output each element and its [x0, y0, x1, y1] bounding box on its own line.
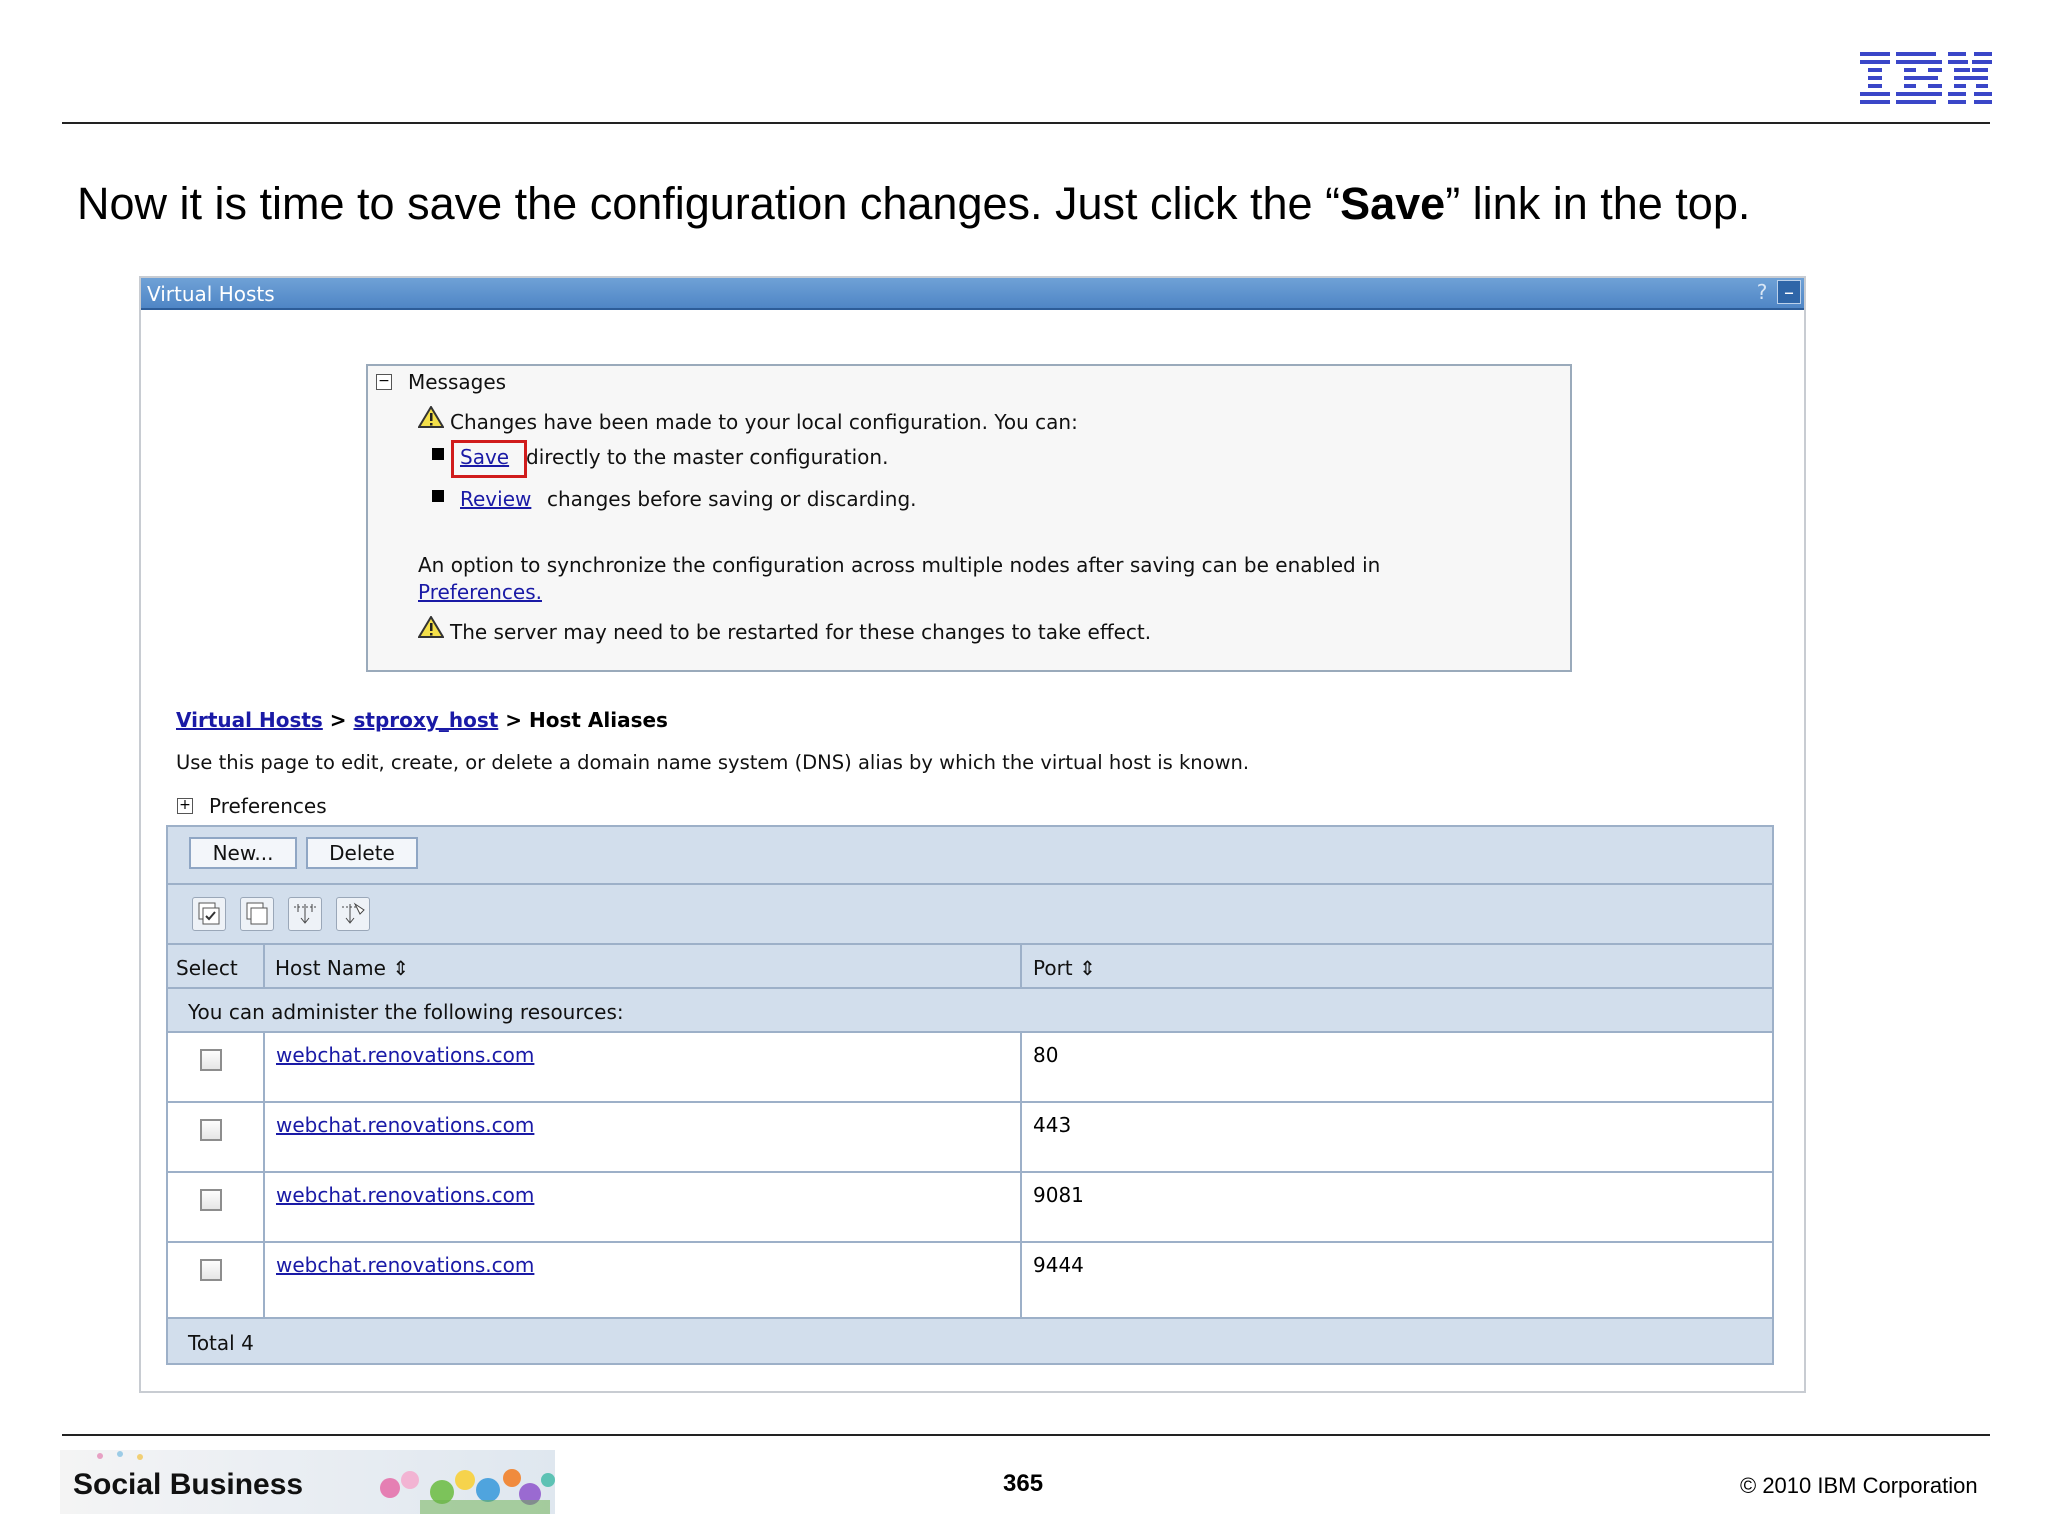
bullet-icon — [432, 448, 444, 460]
table-row — [168, 1103, 1772, 1173]
breadcrumb-separator: > — [329, 708, 347, 732]
sync-message: An option to synchronize the configuration across multiple nodes after saving can be enabled in — [418, 553, 1381, 577]
breadcrumb-separator: > — [505, 708, 523, 732]
slide-title: Now it is time to save the configuration changes. Just click the “Save” link in the top. — [77, 178, 1751, 229]
breadcrumb-stproxy-host[interactable]: stproxy_host — [353, 708, 499, 732]
button-toolbar — [168, 827, 1772, 885]
icon-toolbar — [168, 885, 1772, 945]
preferences-link[interactable]: Preferences. — [418, 580, 542, 604]
slide-title-emphasis: Save — [1340, 178, 1446, 229]
column-header-port[interactable]: Port ⇕ — [1033, 956, 1096, 980]
expand-preferences-toggle[interactable]: + — [177, 798, 193, 814]
help-button[interactable]: ? — [1756, 280, 1768, 304]
save-description: directly to the master configuration. — [526, 445, 889, 469]
table-footer — [168, 1317, 1772, 1363]
messages-box — [366, 364, 1572, 672]
page-description: Use this page to edit, create, or delete a domain name system (DNS) alias by which the virtual host is known. — [176, 751, 1250, 774]
review-link[interactable]: Review — [460, 487, 532, 511]
save-link[interactable]: Save — [460, 445, 510, 469]
port-value: 80 — [1033, 1043, 1059, 1067]
bullet-icon — [432, 490, 444, 502]
deselect-all-icon[interactable] — [240, 897, 274, 931]
port-value: 9444 — [1033, 1253, 1084, 1277]
show-filter-icon[interactable] — [288, 897, 322, 931]
copyright-notice: © 2010 IBM Corporation — [1740, 1473, 1978, 1498]
messages-header: Messages — [408, 370, 507, 394]
resources-row — [168, 989, 1772, 1033]
row-checkbox[interactable] — [200, 1119, 222, 1141]
table-row — [168, 1173, 1772, 1243]
total-count: Total 4 — [188, 1331, 254, 1355]
host-name-link[interactable]: webchat.renovations.com — [276, 1253, 535, 1277]
sort-icon[interactable]: ⇕ — [1079, 956, 1096, 980]
table-row — [168, 1033, 1772, 1103]
select-all-icon[interactable] — [192, 897, 226, 931]
row-checkbox[interactable] — [200, 1049, 222, 1071]
breadcrumb-virtual-hosts[interactable]: Virtual Hosts — [176, 708, 323, 732]
review-description: changes before saving or discarding. — [547, 487, 917, 511]
preferences-label[interactable]: Preferences — [209, 794, 327, 818]
ibm-logo — [1860, 50, 1992, 106]
host-name-link[interactable]: webchat.renovations.com — [276, 1043, 535, 1067]
host-name-link[interactable]: webchat.renovations.com — [276, 1113, 535, 1137]
table-body — [168, 1033, 1772, 1317]
host-name-link[interactable]: webchat.renovations.com — [276, 1183, 535, 1207]
clear-filter-icon[interactable] — [336, 897, 370, 931]
restart-message: The server may need to be restarted for these changes to take effect. — [450, 620, 1152, 644]
port-value: 9081 — [1033, 1183, 1084, 1207]
panel-title-bar — [141, 278, 1804, 310]
column-divider — [1020, 945, 1022, 987]
row-checkbox[interactable] — [200, 1189, 222, 1211]
warning-icon — [418, 616, 444, 638]
breadcrumb-current: Host Aliases — [528, 708, 668, 732]
warning-icon — [418, 406, 444, 428]
footer-divider — [62, 1434, 1990, 1436]
row-checkbox[interactable] — [200, 1259, 222, 1281]
header-divider — [62, 122, 1990, 124]
table-row — [168, 1243, 1772, 1313]
column-header-select: Select — [176, 956, 238, 980]
changes-message: Changes have been made to your local configuration. You can: — [450, 410, 1078, 434]
panel-title: Virtual Hosts — [147, 282, 275, 306]
resources-caption: You can administer the following resources: — [188, 1000, 624, 1024]
collapse-messages-toggle[interactable]: − — [376, 374, 392, 390]
column-header-host-name[interactable]: Host Name ⇕ — [275, 956, 410, 980]
breadcrumb — [176, 708, 668, 732]
minimize-button[interactable]: – — [1777, 280, 1801, 304]
port-value: 443 — [1033, 1113, 1072, 1137]
new-button[interactable]: New... — [189, 837, 297, 869]
sort-icon[interactable]: ⇕ — [392, 956, 410, 980]
table-header-row — [168, 945, 1772, 989]
delete-button[interactable]: Delete — [306, 837, 418, 869]
page-number: 365 — [1003, 1470, 1044, 1497]
host-aliases-table — [166, 825, 1774, 1365]
social-business-label: Social Business — [73, 1468, 304, 1501]
column-divider — [263, 945, 265, 987]
social-business-logo — [60, 1450, 555, 1514]
virtual-hosts-panel — [139, 276, 1806, 1393]
